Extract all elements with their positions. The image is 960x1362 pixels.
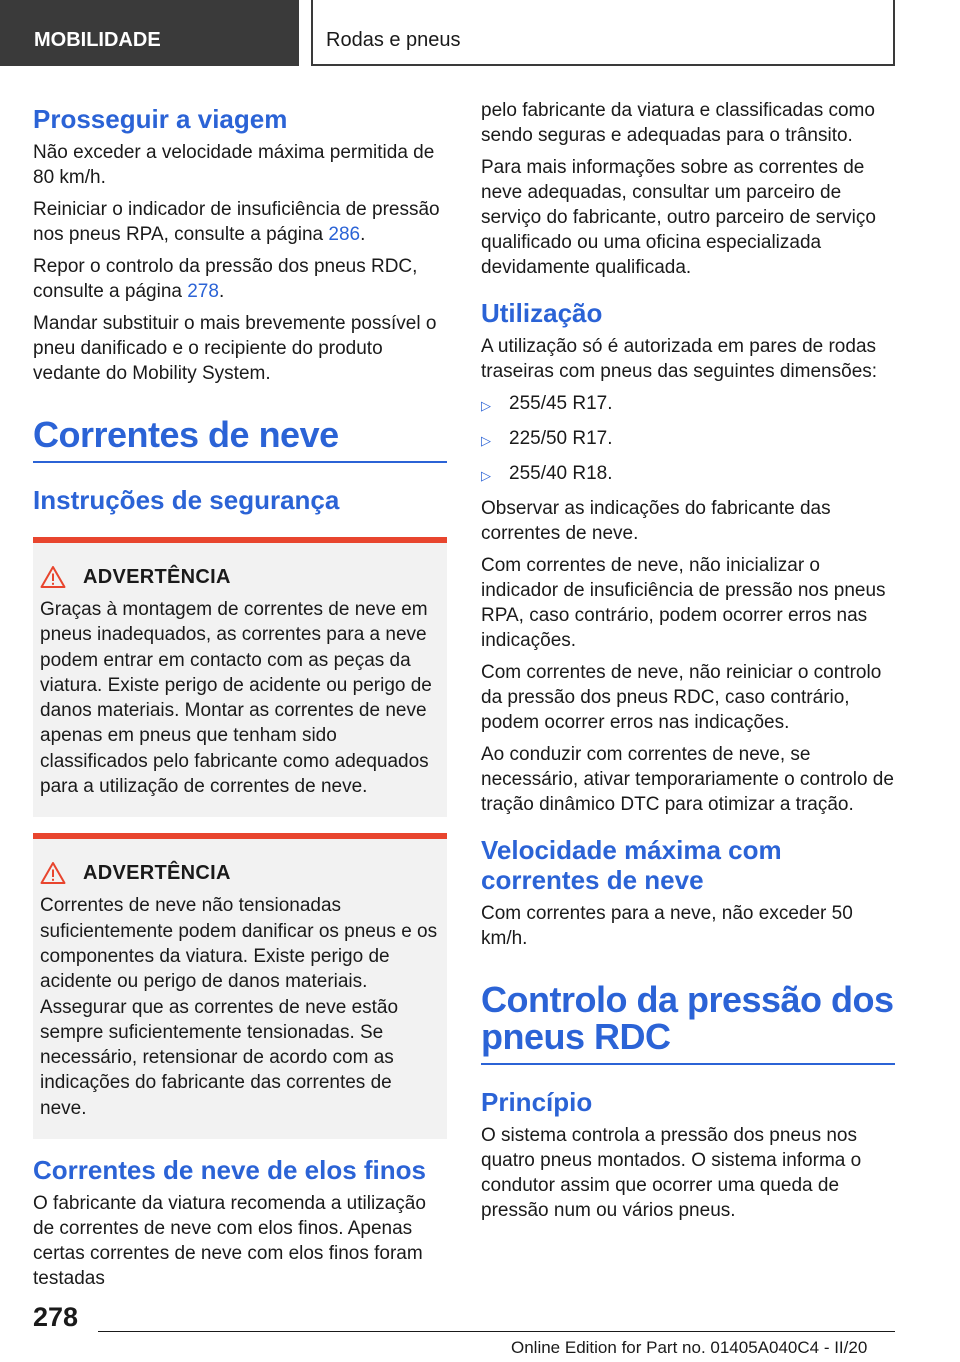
heading-velocidade-maxima: Velocidade máxima com correntes de neve (481, 835, 782, 895)
warning-text-1: Graças à montagem de correntes de neve em pneus inadequados, as correntes para a neve podem entrar em contacto com as peças da viatura. Existe perigo de acidente ou perigo de danos materiais. Montar as correntes de neve apenas em pneus que tenham sido classificados pelo fabricante como adequados para a utilização de correntes de neve. (40, 599, 432, 798)
heading-principio: Princípio (481, 1087, 593, 1117)
paragraph-utilizacao: A utilização só é autorizada em pares de rodas traseiras com pneus das seguintes dimensões: (481, 336, 878, 382)
triangle-bullet-icon: ▷ (481, 468, 491, 483)
paragraph-continuacao: pelo fabricante da viatura e classificadas como sendo seguras e adequadas para o trânsito. (481, 100, 875, 146)
list-item (481, 391, 895, 418)
paragraph-informacoes: Para mais informações sobre as correntes de neve adequadas, consultar um parceiro de serviço do fabricante, outro parceiro de serviço qualificado ou uma oficina especializada devidamente qualificada. (481, 157, 876, 278)
warning-box-2 (33, 833, 447, 1139)
tire-size-list (481, 391, 895, 488)
warning-triangle-icon (40, 565, 66, 589)
paragraph-rdc-correntes: Com correntes de neve, não reiniciar o controlo da pressão dos pneus RDC, caso contrário, podem ocorrer erros nas indicações. (481, 662, 882, 733)
footer-divider (98, 1331, 895, 1332)
left-column (33, 98, 447, 1298)
paragraph-dtc: Ao conduzir com correntes de neve, se necessário, ativar temporariamente o controlo de tração dinâmico DTC para otimizar a tração. (481, 744, 894, 815)
paragraph-velocidade-maxima: Com correntes para a neve, não exceder 50 km/h. (481, 903, 853, 949)
paragraph-rdc-end: . (218, 281, 225, 302)
paragraph-rpa (33, 197, 447, 247)
heading-prosseguir: Prosseguir a viagem (33, 104, 288, 134)
page-link-278[interactable]: 278 (187, 281, 219, 302)
section-tab: MOBILIDADE (0, 0, 299, 66)
paragraph-rdc-text: Repor o controlo da pressão dos pneus RDC, consulte a página (33, 256, 418, 302)
heading-instrucoes: Instruções de segurança (33, 485, 340, 515)
heading-utilizacao: Utilização (481, 298, 603, 328)
heading-elos-finos: Correntes de neve de elos finos (33, 1155, 427, 1186)
paragraph-rpa-end: . (360, 224, 366, 245)
page-footer (0, 1290, 960, 1362)
edition-note: Online Edition for Part no. 01405A040C4 - II/20 (511, 1338, 868, 1357)
paragraph-velocidade: Não exceder a velocidade máxima permitida de 80 km/h. (33, 142, 435, 188)
paragraph-rpa-correntes: Com correntes de neve, não inicializar o indicador de insuficiência de pressão nos pneus RPA, caso contrário, podem ocorrer erros nas indicações. (481, 555, 886, 651)
tire-size: 255/40 R18. (509, 463, 613, 484)
warning-header-1 (40, 565, 439, 589)
heading-controlo-pressao-rdc: Controlo da pressão dos pneus RDC (481, 981, 895, 1065)
warning-box-1 (33, 537, 447, 817)
page-link-286[interactable]: 286 (328, 224, 361, 245)
right-column (481, 98, 895, 1230)
chapter-tab: Rodas e pneus (311, 0, 895, 66)
paragraph-substituir: Mandar substituir o mais brevemente possível o pneu danificado e o recipiente do produto vedante do Mobility System. (33, 313, 437, 384)
warning-text-2: Correntes de neve não tensionadas suficientemente podem danificar os pneus e os componentes da viatura. Existe perigo de acidente ou perigo de danos materiais. Assegurar que as correntes de neve estão sempre suficientemente tensionadas. Se necessário, retensionar de acordo com as indicações do fabricante das correntes de neve. (40, 895, 438, 1119)
paragraph-rpa-text: Reiniciar o indicador de insuficiência de pressão nos pneus RPA, consulte a página (33, 199, 440, 245)
tire-size: 225/50 R17. (509, 428, 613, 449)
triangle-bullet-icon: ▷ (481, 433, 491, 448)
heading-correntes-de-neve: Correntes de neve (33, 416, 447, 463)
paragraph-elos-finos: O fabricante da viatura recomenda a utilização de correntes de neve com elos finos. Apenas certas correntes de neve com elos finos foram testadas (33, 1193, 426, 1290)
warning-header-2 (40, 861, 439, 885)
warning-title-1: ADVERTÊNCIA (83, 565, 231, 588)
tire-size: 255/45 R17. (509, 393, 613, 414)
paragraph-rdc (33, 254, 447, 304)
paragraph-principio: O sistema controla a pressão dos pneus nos quatro pneus montados. O sistema informa o condutor assim que ocorrer uma queda de pressão num ou vários pneus. (481, 1125, 862, 1221)
triangle-bullet-icon: ▷ (481, 398, 491, 413)
page-header (0, 0, 960, 66)
page-number: 278 (33, 1302, 79, 1332)
paragraph-observar: Observar as indicações do fabricante das correntes de neve. (481, 498, 831, 544)
list-item (481, 461, 895, 488)
warning-triangle-icon (40, 861, 66, 885)
list-item (481, 426, 895, 453)
warning-title-2: ADVERTÊNCIA (83, 861, 231, 884)
